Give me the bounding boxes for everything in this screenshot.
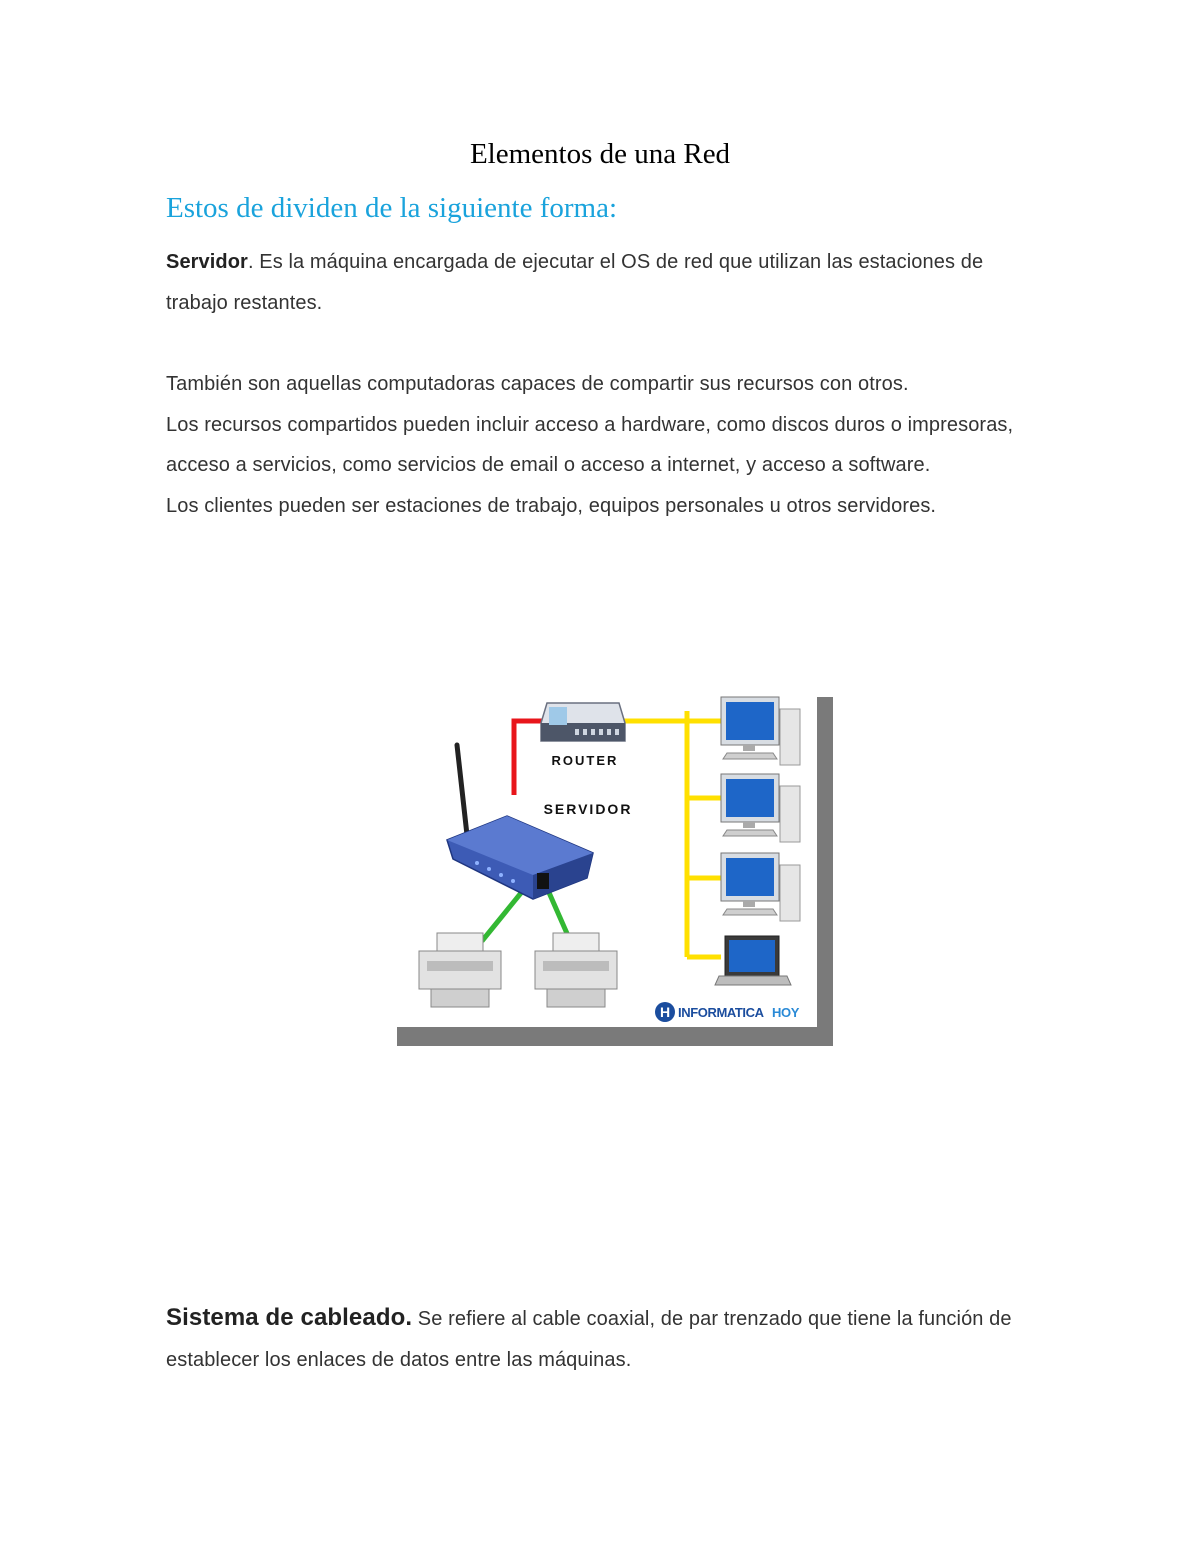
recursos-line: Los recursos compartidos pueden incluir acceso a hardware, como discos duros o impresoras, acceso a servicios, como servicios de email o acceso a internet, y acceso a software. bbox=[166, 413, 1014, 477]
diagram-shadow-bottom bbox=[397, 1027, 833, 1046]
logo-accent-text: HOY bbox=[772, 1005, 799, 1020]
cableado-paragraph bbox=[166, 1298, 1046, 1380]
logo-letter: H bbox=[659, 1004, 671, 1020]
cableado-term: Sistema de cableado. bbox=[166, 1304, 413, 1331]
clientes-line: Los clientes pueden ser estaciones de trabajo, equipos personales u otros servidores. bbox=[166, 495, 937, 518]
logo-main-text: INFORMATICA bbox=[678, 1005, 764, 1020]
router-label: ROUTER bbox=[551, 753, 619, 768]
recursos-paragraph bbox=[166, 364, 1046, 527]
servidor-text: . Es la máquina encargada de ejecutar el OS de red que utilizan las estaciones de trabajo restantes. bbox=[166, 251, 984, 314]
network-diagram bbox=[397, 693, 833, 1046]
network-diagram-svg bbox=[397, 693, 833, 1046]
diagram-shadow-right bbox=[817, 697, 833, 1046]
servidor-term: Servidor bbox=[166, 251, 248, 273]
cableado-text: Se refiere al cable coaxial, de par trenzado que tiene la función de establecer los enlaces de datos entre las máquinas. bbox=[166, 1308, 1012, 1371]
servidor-label: SERVIDOR bbox=[543, 801, 633, 817]
tambien-line: También son aquellas computadoras capaces de compartir sus recursos con otros. bbox=[166, 373, 909, 395]
page-title: Elementos de una Red bbox=[469, 138, 731, 170]
servidor-paragraph bbox=[166, 242, 1046, 323]
section-subtitle: Estos de dividen de la siguiente forma: bbox=[166, 192, 618, 224]
router-icon bbox=[541, 703, 625, 741]
